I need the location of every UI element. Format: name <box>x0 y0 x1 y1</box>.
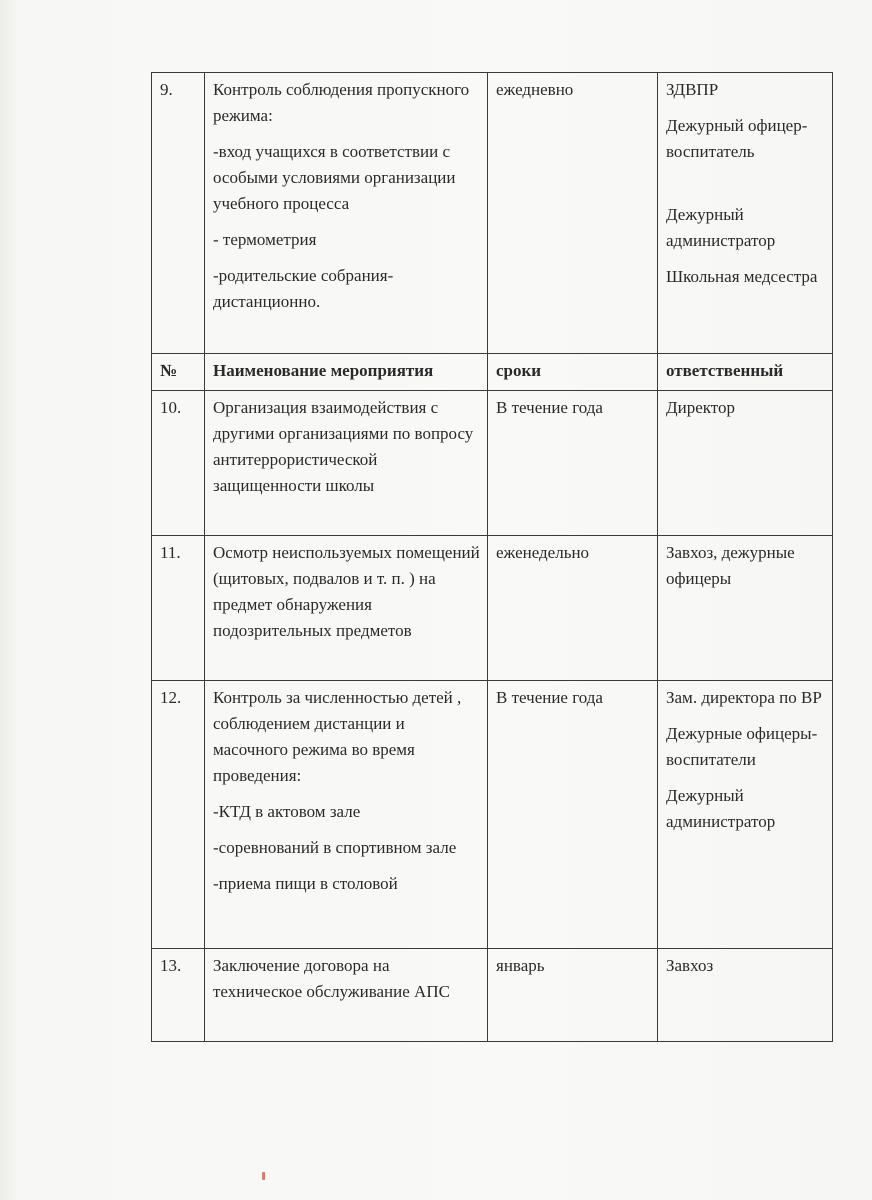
event-responsible: Завхоз <box>658 949 833 1042</box>
responsible-line: ЗДВПР <box>666 80 719 99</box>
event-line: - термометрия <box>213 230 317 249</box>
header-term: сроки <box>488 354 658 391</box>
event-line: -вход учащихся в соответствии с особыми условиями организации учебного процесса <box>213 142 456 213</box>
responsible-line: Зам. директора по ВР <box>666 688 822 707</box>
events-table <box>151 72 833 1042</box>
header-number: № <box>152 354 205 391</box>
header-event: Наименование мероприятия <box>205 354 488 391</box>
event-name: Осмотр неиспользуемых помещений (щитовых, подвалов и т. п. ) на предмет обнаружения подозрительных предметов <box>205 536 488 681</box>
scan-speck <box>262 1172 265 1180</box>
event-term: В течение года <box>488 391 658 536</box>
row-number: 9. <box>152 73 205 354</box>
event-line: -соревнований в спортивном зале <box>213 838 457 857</box>
responsible-line: Школьная медсестра <box>666 267 818 286</box>
responsible-line: Дежурные офицеры-воспитатели <box>666 724 818 769</box>
row-number: 11. <box>152 536 205 681</box>
event-responsible: Директор <box>658 391 833 536</box>
event-line: -КТД в актовом зале <box>213 802 361 821</box>
event-name <box>205 681 488 949</box>
table-row <box>152 681 833 949</box>
event-term: январь <box>488 949 658 1042</box>
event-line: Контроль соблюдения пропускного режима: <box>213 80 470 125</box>
table-row <box>152 949 833 1042</box>
responsible-line: Дежурный офицер-воспитатель <box>666 116 808 161</box>
table-row <box>152 536 833 681</box>
responsible-line: Дежурный администратор <box>666 205 776 250</box>
event-line: -родительские собрания-дистанционно. <box>213 266 394 311</box>
event-term: еженедельно <box>488 536 658 681</box>
event-name <box>205 73 488 354</box>
row-number: 10. <box>152 391 205 536</box>
table-row <box>152 391 833 536</box>
row-number: 13. <box>152 949 205 1042</box>
event-line: -приема пищи в столовой <box>213 874 398 893</box>
row-number: 12. <box>152 681 205 949</box>
event-line: Контроль за численностью детей , соблюдением дистанции и масочного режима во время проведения: <box>213 688 462 785</box>
event-responsible <box>658 681 833 949</box>
event-name: Организация взаимодействия с другими организациями по вопросу антитеррористической защищенности школы <box>205 391 488 536</box>
event-responsible: Завхоз, дежурные офицеры <box>658 536 833 681</box>
table-header-row <box>152 354 833 391</box>
responsible-line: Дежурный администратор <box>666 786 776 831</box>
event-term: В течение года <box>488 681 658 949</box>
event-responsible <box>658 73 833 354</box>
event-term: ежедневно <box>488 73 658 354</box>
header-responsible: ответственный <box>658 354 833 391</box>
event-name: Заключение договора на техническое обслуживание АПС <box>205 949 488 1042</box>
table-row <box>152 73 833 354</box>
